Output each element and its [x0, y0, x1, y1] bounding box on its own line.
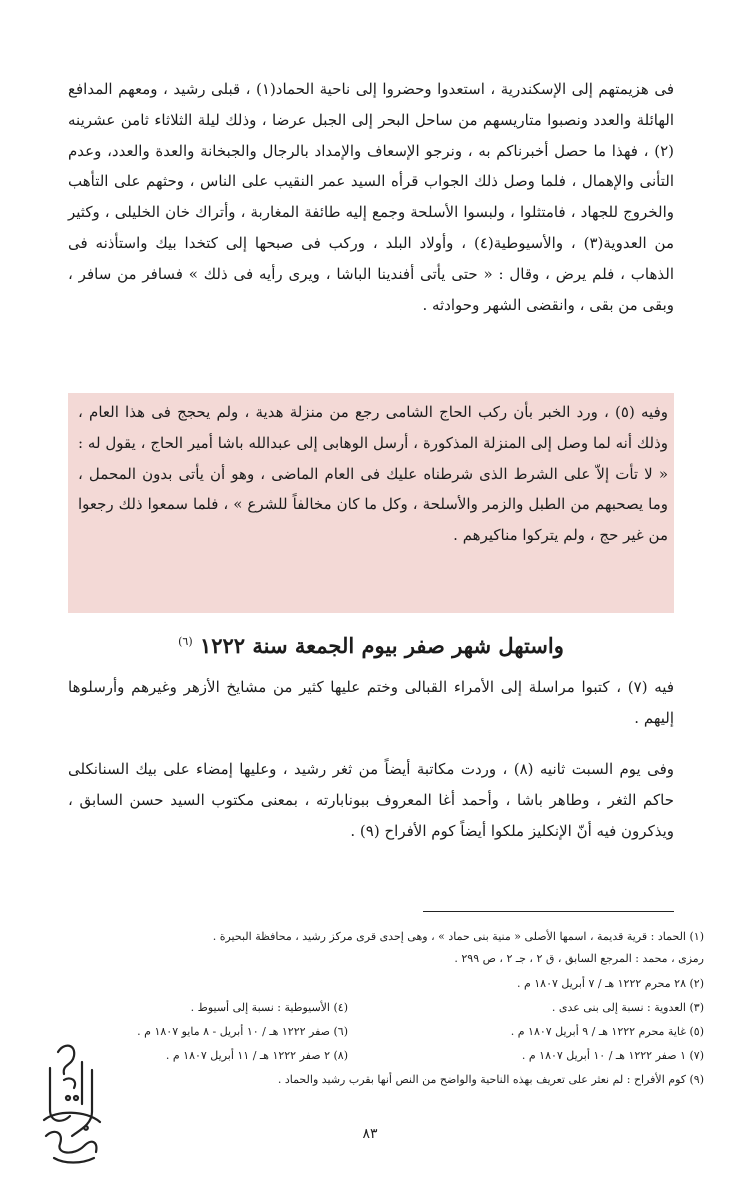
paragraph-3: فيه (٧) ، كتبوا مراسلة إلى الأمراء القبالى وختم عليها كثير من مشايخ الأزهر وغيرهم وأرسلوها إليهم . — [68, 678, 674, 727]
footnote-4: (٤) الأسيوطية : نسبة إلى أسيوط . — [190, 1001, 348, 1014]
footnote-divider — [423, 911, 674, 912]
heading-footnote-ref: (٦) — [178, 635, 193, 648]
calligraphy-signature-icon — [34, 1040, 110, 1168]
footnote-1-source: رمزى ، محمد : المرجع السابق ، ق ٢ ، جـ ٢ ، ص ٢٩٩ . — [454, 952, 704, 965]
page-number: ٨٣ — [362, 1126, 378, 1142]
section-heading — [68, 627, 674, 661]
paragraph-1: فى هزيمتهم إلى الإسكندرية ، استعدوا وحضروا إلى ناحية الحماد(١) ، قبلى رشيد ، ومعهم المدافع الهائلة والعدد ونصبوا متاريسهم من ساحل البحر إلى الجبل عرضا ، وذلك ليلة الثلاثاء ثامن عشرينه (٢) ، فهذا ما حصل أخبرناكم به ، ونرجو الإسعاف والإمداد بالرجال والجبخانة والعدة والعدد، وعدم التأنى والإهمال ، فلما وصل ذلك الجواب قرأه السيد عمر النقيب على الناس ، وحثهم على التأهب والخروج للجهاد ، فامتثلوا ، ولبسوا الأسلحة وجمع إليه طائفة المغاربة ، وأتراك خان الخليلى ، وكثير من العدوية(٣) ، والأسيوطية(٤) ، وأولاد البلد ، وركب فى صبحها إلى كتخدا بيك واستأذنه فى الذهاب ، فلم يرض ، وقال : « حتى يأتى أفندينا الباشا ، ويرى رأيه فى ذلك » فسافر من سافر ، وبقى من بقى ، وانقضى الشهر وحوادثه . — [68, 80, 674, 314]
footnote-9: (٩) كوم الأفراح : لم نعثر على تعريف بهذه الناحية والواضح من النص أنها بقرب رشيد والحماد . — [277, 1073, 704, 1086]
footnote-8: (٨) ٢ صفر ١٢٢٢ هـ / ١١ أبريل ١٨٠٧ م . — [165, 1049, 348, 1062]
paragraph-2-highlighted: وفيه (٥) ، ورد الخبر بأن ركب الحاج الشامى رجع من منزلة هدية ، ولم يحجج فى هذا العام ، وذلك أنه لما وصل إلى المنزلة المذكورة ، أرسل الوهابى إلى عبدالله باشا أمير الحاج ، يقول له : « لا تأت إلاّ على الشرط الذى شرطناه عليك فى العام الماضى ، وهو أن يأتى بدون المحمل ، وما يصحبهم من الطبل والزمر والأسلحة ، وكل ما كان مخالفاً للشرع » ، فلما سمعوا ذلك رجعوا من غير حج ، ولم يتركوا مناكيرهم . — [78, 403, 668, 545]
footnote-3: (٣) العدوية : نسبة إلى بنى عدى . — [551, 1001, 704, 1014]
footnote-6: (٦) صفر ١٢٢٢ هـ / ١٠ أبريل - ٨ مايو ١٨٠٧ م . — [137, 1025, 348, 1038]
footnote-2: (٢) ٢٨ محرم ١٢٢٢ هـ / ٧ أبريل ١٨٠٧ م . — [516, 977, 704, 990]
paragraph-4: وفى يوم السبت ثانيه (٨) ، وردت مكاتبة أيضاً من ثغر رشيد ، وعليها إمضاء على بيك السنانكلى حاكم الثغر ، وطاهر باشا ، وأحمد أغا المعروف ببونابارته ، بمعنى مكتوب السيد حسن السابق ، ويذكرون فيه أنّ الإنكليز ملكوا أيضاً كوم الأفراح (٩) . — [68, 760, 674, 840]
footnote-1: (١) الحماد : قرية قديمة ، اسمها الأصلى « منية بنى حماد » ، وهى إحدى قرى مركز رشيد ، محافظة البحيرة . — [212, 930, 704, 943]
heading-text: واستهل شهر صفر بيوم الجمعة سنة ١٢٢٢ — [199, 633, 564, 658]
footnote-7: (٧) ١ صفر ١٢٢٢ هـ / ١٠ أبريل ١٨٠٧ م . — [521, 1049, 704, 1062]
footnote-5: (٥) غاية محرم ١٢٢٢ هـ / ٩ أبريل ١٨٠٧ م . — [510, 1025, 704, 1038]
